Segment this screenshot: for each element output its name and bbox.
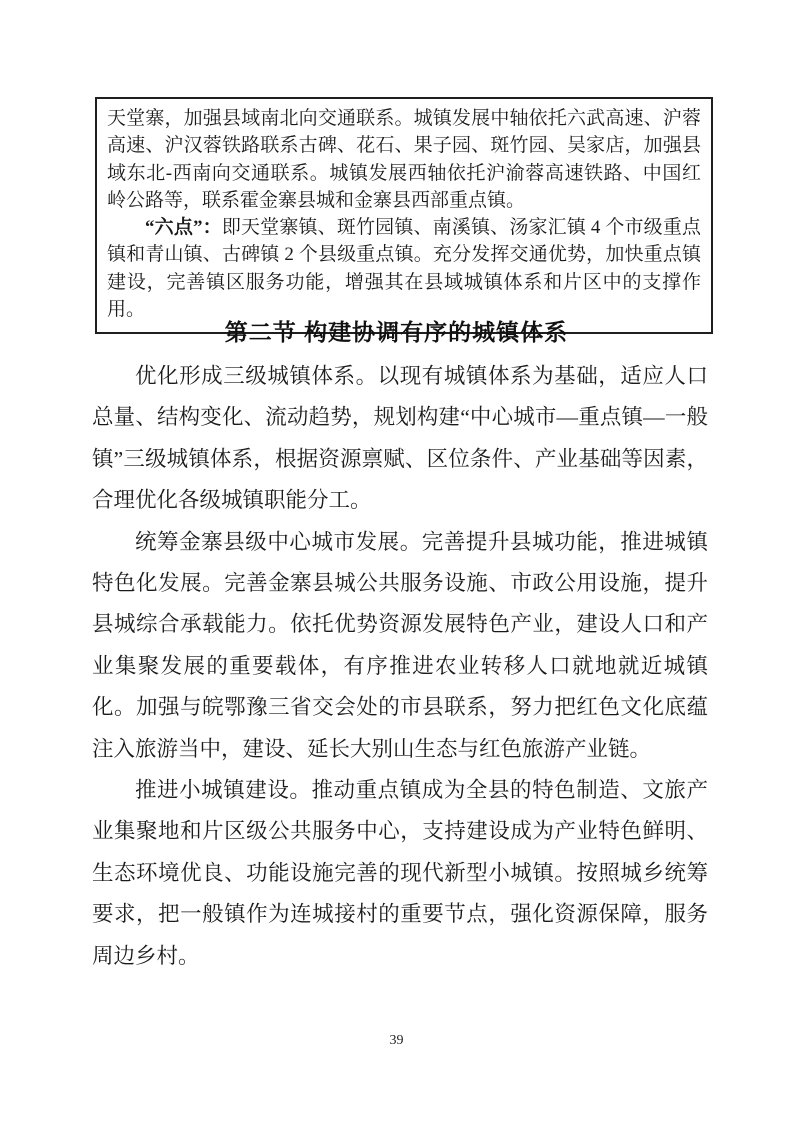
callout-paragraph-2-body: 即天堂寨镇、斑竹园镇、南溪镇、汤家汇镇 4 个市级重点镇和青山镇、古碑镇 2 个县级重点镇。充分发挥交通优势，加快重点镇建设，完善镇区服务功能，增强其在县域城镇体系和片区中的支撑作用。 — [107, 217, 701, 321]
body-paragraph-3: 推进小城镇建设。推动重点镇成为全县的特色制造、文旅产业集聚地和片区级公共服务中心，支持建设成为产业特色鲜明、生态环境优良、功能设施完善的现代新型小城镇。按照城乡统筹要求，把一般镇作为连城接村的重要节点，强化资源保障，服务周边乡村。 — [92, 778, 708, 968]
body-paragraph-2: 统筹金寨县级中心城市发展。完善提升县城功能，推进城镇特色化发展。完善金寨县城公共服务设施、市政公用设施，提升县城综合承载能力。依托优势资源发展特色产业，建设人口和产业集聚发展的重要载体，有序推进农业转移人口就地就近城镇化。加强与皖鄂豫三省交会处的市县联系，努力把红色文化底蕴注入旅游当中，建设、延长大别山生态与红色旅游产业链。 — [92, 529, 708, 761]
page-number: 39 — [389, 1033, 404, 1048]
callout-paragraph-2 — [107, 214, 701, 323]
body-paragraph-1: 优化形成三级城镇体系。以现有城镇体系为基础，适应人口总量、结构变化、流动趋势，规划构建“中心城市—重点镇—一般镇”三级城镇体系，根据资源禀赋、区位条件、产业基础等因素，合理优化各级城镇职能分工。 — [92, 364, 708, 513]
callout-paragraph-2-lead: “六点”： — [145, 217, 222, 239]
section-heading: 第二节 构建协调有序的城镇体系 — [224, 319, 569, 345]
body-text — [92, 356, 708, 977]
callout-box — [95, 97, 713, 334]
callout-paragraph-1: 天堂寨，加强县域南北向交通联系。城镇发展中轴依托六武高速、沪蓉高速、沪汉蓉铁路联系古碑、花石、果子园、斑竹园、吴家店，加强县域东北-西南向交通联系。城镇发展西轴依托沪渝蓉高速铁路、中国红岭公路等，联系霍金寨县城和金寨县西部重点镇。 — [107, 108, 701, 211]
